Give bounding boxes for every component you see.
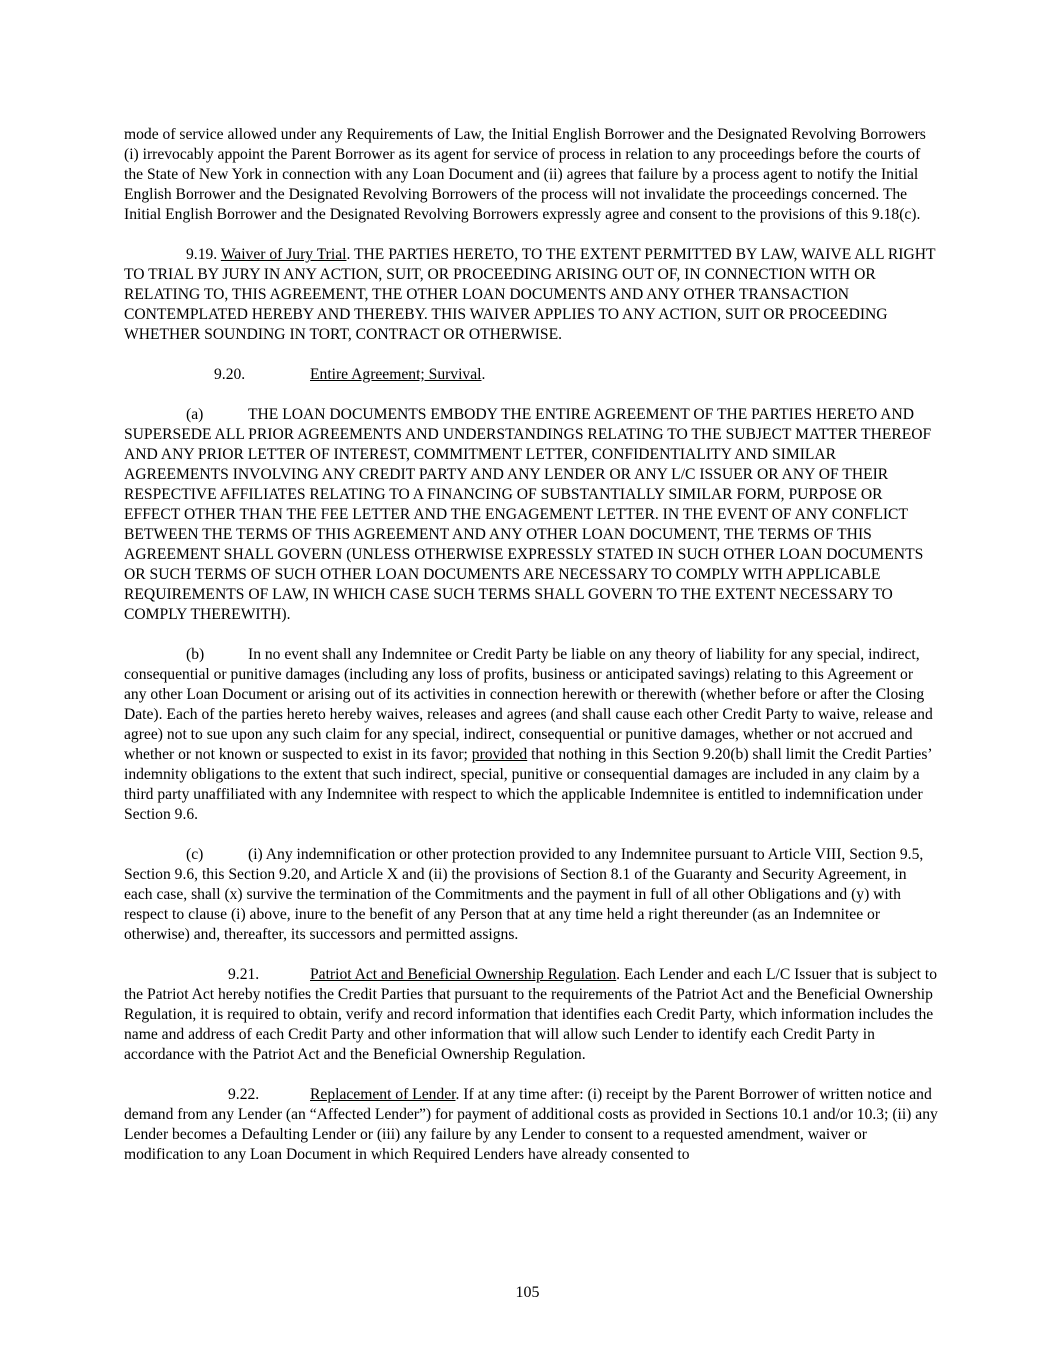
section-9-22 bbox=[124, 1085, 939, 1165]
section-9-20-heading bbox=[124, 365, 939, 385]
heading-period: . bbox=[481, 366, 486, 383]
clause-body: THE LOAN DOCUMENTS EMBODY THE ENTIRE AGREEMENT OF THE PARTIES HERETO AND SUPERSEDE ALL PRIOR AGREEMENTS AND UNDERSTANDINGS RELATING TO THE SUBJECT MATTER THEREOF AND ANY PRIOR LETTER OF INTEREST, COMMITMENT LETTER, CONFIDENTIALITY AND SIMILAR AGREEMENTS INVOLVING ANY CREDIT PARTY AND ANY LENDER OR ANY L/C ISSUER OR ANY OF THEIR RESPECTIVE AFFILIATES RELATING TO A FINANCING OF SUBSTANTIALLY SIMILAR FORM, PURPOSE OR EFFECT OTHER THAN THE FEE LETTER AND THE ENGAGEMENT LETTER. IN THE EVENT OF ANY CONFLICT BETWEEN THE TERMS OF THIS AGREEMENT AND ANY OTHER LOAN DOCUMENT, THE TERMS OF THIS AGREEMENT SHALL GOVERN (UNLESS OTHERWISE EXPRESSLY STATED IN SUCH OTHER LOAN DOCUMENTS OR SUCH TERMS OF SUCH OTHER LOAN DOCUMENTS ARE NECESSARY TO COMPLY WITH APPLICABLE REQUIREMENTS OF LAW, IN WHICH CASE SUCH TERMS SHALL GOVERN TO THE EXTENT NECESSARY TO COMPLY THEREWITH). bbox=[124, 406, 932, 623]
section-number: 9.20. bbox=[214, 366, 246, 383]
provided-term: provided bbox=[471, 746, 528, 763]
clause-label: (c) bbox=[186, 846, 204, 863]
section-9-20-a bbox=[124, 405, 939, 625]
section-number: 9.21. bbox=[228, 966, 260, 983]
carryover-paragraph: mode of service allowed under any Requirements of Law, the Initial English Borrower and the Designated Revolving Borrowers (i) irrevocably appoint the Parent Borrower as its agent for service of process in relation to any proceedings before the courts of the State of New York in connection with any Loan Document and (ii) agrees that failure by a process agent to notify the Initial English Borrower and the Designated Revolving Borrowers of the process will not invalidate the proceedings concerned. The Initial English Borrower and the Designated Revolving Borrowers expressly agree and consent to the provisions of this 9.18(c). bbox=[124, 126, 926, 223]
page-number: 105 bbox=[515, 1284, 540, 1301]
clause-body-post: that nothing in this Section 9.20(b) shall limit the Credit Parties’ indemnity obligations to the extent that such indirect, special, punitive or consequential damages are included in any claim by a third party unaffiliated with any Indemnitee with respect to which the applicable Indemnitee is entitled to indemnification under Section 9.6. bbox=[124, 746, 932, 823]
section-heading: Replacement of Lender bbox=[310, 1086, 456, 1103]
section-body: . If at any time after: (i) receipt by the Parent Borrower of written notice and demand from any Lender (an “Affected Lender”) for payment of additional costs as provided in Sections 10.1 and/or 10.3; (ii) any Lender becomes a Defaulting Lender or (iii) any failure by any Lender to consent to a requested amendment, waiver or modification to any Loan Document in which Required Lenders have already consented to bbox=[124, 1086, 938, 1163]
clause-label: (b) bbox=[186, 646, 205, 663]
section-9-20-c bbox=[124, 845, 939, 945]
section-heading: Patriot Act and Beneficial Ownership Regulation bbox=[310, 966, 617, 983]
section-9-21 bbox=[124, 965, 939, 1065]
clause-body-pre: In no event shall any Indemnitee or Credit Party be liable on any theory of liability for any special, indirect, consequential or punitive damages (including any loss of profits, business or anticipated savings) relating to this Agreement or any other Loan Document or arising out of its activities in connection herewith or therewith (whether before or after the Closing Date). Each of the parties hereto hereby waives, releases and agrees (and shall cause each other Credit Party to waive, release and agree) not to sue upon any such claim for any special, indirect, consequential or punitive damages, whether or not accrued and whether or not known or suspected to exist in its favor; bbox=[124, 646, 933, 763]
clause-label: (a) bbox=[186, 406, 204, 423]
section-heading: Waiver of Jury Trial bbox=[220, 246, 347, 263]
section-body: . THE PARTIES HERETO, TO THE EXTENT PERMITTED BY LAW, WAIVE ALL RIGHT TO TRIAL BY JURY IN ANY ACTION, SUIT, OR PROCEEDING ARISING OUT OF, IN CONNECTION WITH OR RELATING TO, THIS AGREEMENT, THE OTHER LOAN DOCUMENTS AND ANY OTHER TRANSACTION CONTEMPLATED HEREBY AND THEREBY. THIS WAIVER APPLIES TO ANY ACTION, SUIT OR PROCEEDING WHETHER SOUNDING IN TORT, CONTRACT OR OTHERWISE. bbox=[124, 246, 936, 343]
section-number: 9.19. bbox=[186, 246, 218, 263]
section-body: . Each Lender and each L/C Issuer that is subject to the Patriot Act hereby notifies the Credit Parties that pursuant to the requirements of the Patriot Act and the Beneficial Ownership Regulation, it is required to obtain, verify and record information that identifies each Credit Party, which information includes the name and address of each Credit Party and other information that will allow such Lender to identify each Credit Party in accordance with the Patriot Act and the Beneficial Ownership Regulation. bbox=[124, 966, 938, 1063]
section-heading: Entire Agreement; Survival bbox=[310, 366, 482, 383]
section-number: 9.22. bbox=[228, 1086, 260, 1103]
section-9-20-b bbox=[124, 645, 939, 825]
section-9-19 bbox=[124, 245, 939, 345]
document-page bbox=[124, 125, 939, 1185]
clause-body: (i) Any indemnification or other protection provided to any Indemnitee pursuant to Article VIII, Section 9.5, Section 9.6, this Section 9.20, and Article X and (ii) the provisions of Section 8.1 of the Guaranty and Security Agreement, in each case, shall (x) survive the termination of the Commitments and the payment in full of all other Obligations and (y) with respect to clause (i) above, inure to the benefit of any Person that at any time held a right thereunder (as an Indemnitee or otherwise) and, thereafter, its successors and permitted assigns. bbox=[124, 846, 924, 943]
